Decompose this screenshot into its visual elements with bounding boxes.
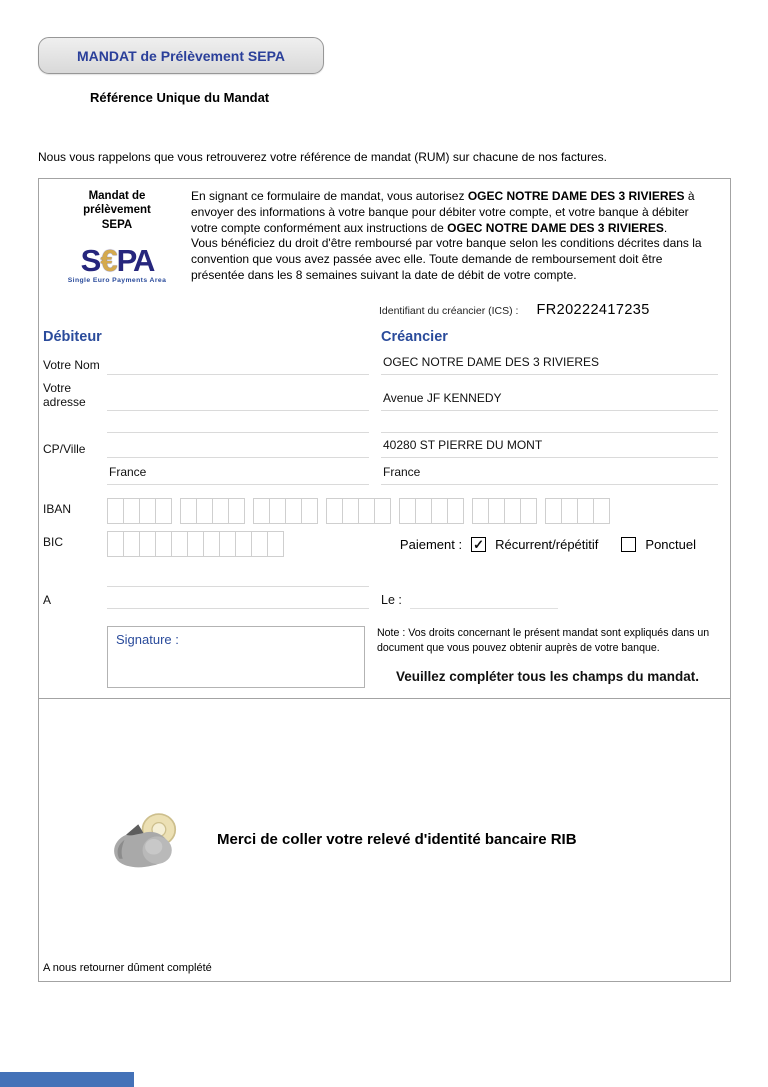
iban-cell[interactable] [123,498,140,524]
place-field[interactable] [107,589,369,609]
bic-cell[interactable] [235,531,252,557]
iban-cell[interactable] [326,498,343,524]
signature-label: Signature : [116,632,179,648]
tape-dispenser-image [109,807,195,871]
iban-cell[interactable] [374,498,391,524]
signature-box[interactable] [107,626,365,688]
authorization-text: En signant ce formulaire de mandat, vous autorisez [191,189,468,203]
box-header-line3: SEPA [101,218,133,231]
rum-reminder-text: Nous vous rappelons que vous retrouverez votre référence de mandat (RUM) sur chacune de nos factures. [38,150,607,164]
debtor-name-field[interactable] [107,355,369,375]
complete-all-fields-notice: Veuillez compléter tous les champs du mandat. [395,668,700,684]
bic-cell[interactable] [155,531,172,557]
bic-boxes [107,531,284,557]
creditor-address-value: Avenue JF KENNEDY [381,391,718,411]
iban-cell[interactable] [472,498,489,524]
bic-cell[interactable] [107,531,124,557]
iban-cell[interactable] [488,498,505,524]
box-header-line1: Mandat de [88,190,146,202]
mandate-form-box [38,178,731,982]
payment-label: Paiement : [399,536,463,552]
creditor-country-value: France [381,465,718,485]
iban-cell[interactable] [342,498,359,524]
return-completed-note: A nous retourner dûment complété [43,962,212,974]
iban-cell[interactable] [545,498,562,524]
mandate-fields-grid [39,318,730,688]
debtor-address-field-2[interactable] [107,413,369,433]
iban-cell[interactable] [139,498,156,524]
iban-boxes [107,498,610,524]
authorization-text: . [663,220,668,235]
mandate-title-banner [38,37,324,74]
sepa-logo [53,245,181,284]
bic-cell[interactable] [219,531,236,557]
iban-cell[interactable] [196,498,213,524]
iban-cell[interactable] [504,498,521,524]
sepa-logo-s: S [80,243,100,279]
unique-mandate-reference-heading: Référence Unique du Mandat [90,90,270,105]
blank-field-line[interactable] [107,574,369,587]
creditor-identifier-row [379,302,730,318]
iban-cell[interactable] [358,498,375,524]
bic-cell[interactable] [187,531,204,557]
recurrent-checkbox[interactable] [471,537,486,552]
place-label: A [43,592,52,607]
bic-cell[interactable] [203,531,220,557]
ics-label: Identifiant du créancier (ICS) : [379,305,519,318]
payment-type-group [400,537,696,552]
rib-section [39,698,730,981]
sepa-logo-pa: PA [116,243,154,279]
bottom-blue-bar [0,1072,134,1087]
rights-note-text: Note : Vos droits concernant le présent mandat sont expliqués dans un document que vous pouvez obtenir auprès de votre banque. [377,627,710,654]
authorization-text: à envoyer des informations à votre banque pour débiter votre compte, et votre banque à débiter votre compte conformément aux instructions de [191,189,695,235]
checkmark-icon: ✓ [473,536,485,552]
iban-cell[interactable] [577,498,594,524]
creditor-address-field-2 [381,413,718,433]
bic-cell[interactable] [251,531,268,557]
iban-cell[interactable] [285,498,302,524]
iban-cell[interactable] [561,498,578,524]
mandate-title-label: MANDAT de Prélèvement SEPA [77,47,285,64]
ics-value: FR20222417235 [536,302,650,319]
sepa-logo-euro-icon: € [100,243,116,279]
iban-cell[interactable] [212,498,229,524]
iban-cell[interactable] [415,498,432,524]
creditor-name-bold: OGEC NOTRE DAME DES 3 RIVIERES [447,220,664,235]
mandate-box-left-header [53,189,181,284]
box-header-line2: prélèvement [83,204,151,217]
iban-cell[interactable] [520,498,537,524]
refund-rights-text: Vous bénéficiez du droit d'être remboursé par votre banque selon les conditions décrites dans la convention que vous avez passée avec elle. Toute demande de remboursement doit être présentée dans les 8 semaines suivant la date de débit de votre compte. [191,236,702,283]
ponctuel-option-label: Ponctuel [645,536,696,552]
debtor-country-value: France [107,465,369,485]
creditor-name-value: OGEC NOTRE DAME DES 3 RIVIERES [381,355,718,375]
bic-cell[interactable] [139,531,156,557]
date-field[interactable] [410,592,558,609]
date-label: Le : [381,593,402,608]
authorization-paragraph [181,189,722,284]
iban-cell[interactable] [399,498,416,524]
creditor-name-bold: OGEC NOTRE DAME DES 3 RIVIERES [467,189,685,203]
debtor-address-field-1[interactable] [107,391,369,411]
iban-cell[interactable] [107,498,124,524]
debtor-section-title: Débiteur [43,329,102,346]
iban-cell[interactable] [301,498,318,524]
ponctuel-checkbox[interactable] [621,537,636,552]
iban-cell[interactable] [180,498,197,524]
recurrent-option-label: Récurrent/répétitif [495,536,599,552]
iban-cell[interactable] [253,498,270,524]
debtor-cpville-label: CP/Ville [43,441,86,456]
mandate-box-header [39,179,730,284]
iban-cell[interactable] [447,498,464,524]
iban-cell[interactable] [155,498,172,524]
iban-cell[interactable] [228,498,245,524]
rib-instruction-text: Merci de coller votre relevé d'identité bancaire RIB [217,830,577,848]
iban-cell[interactable] [431,498,448,524]
iban-cell[interactable] [269,498,286,524]
bic-cell[interactable] [123,531,140,557]
iban-cell[interactable] [593,498,610,524]
bic-label: BIC [43,535,64,550]
debtor-address-label: Votre adresse [43,380,86,409]
creditor-cpville-value: 40280 ST PIERRE DU MONT [381,438,718,458]
bic-cell[interactable] [267,531,284,557]
debtor-name-label: Votre Nom [43,358,100,372]
iban-label: IBAN [43,502,72,517]
bic-cell[interactable] [171,531,188,557]
sepa-logo-caption: Single Euro Payments Area [67,277,167,285]
debtor-cpville-field[interactable] [107,438,369,458]
creditor-section-title: Créancier [381,329,448,346]
